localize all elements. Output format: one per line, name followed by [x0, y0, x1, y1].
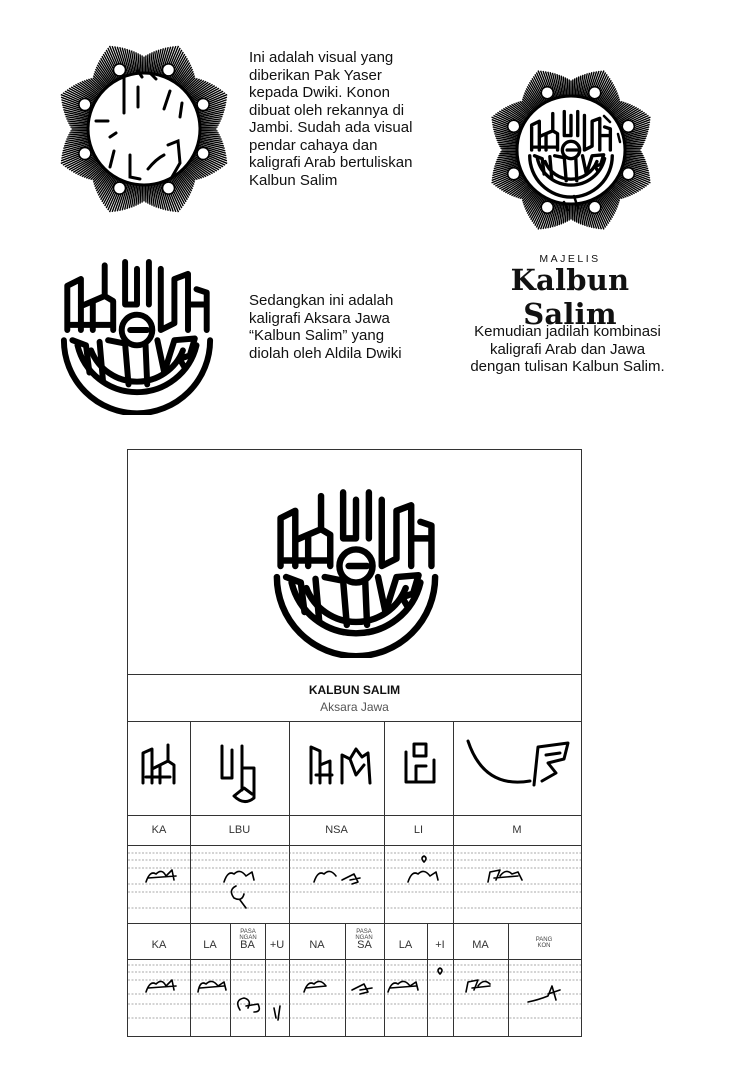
component-label-3: BA: [240, 939, 255, 951]
component-label-6: SA: [357, 939, 372, 951]
table-title: KALBUN SALIM: [308, 683, 401, 697]
component-label-1: KA: [151, 939, 167, 951]
component-note-pasangan-1: PASA NGAN: [239, 929, 257, 941]
glyph-lbu: [214, 738, 264, 808]
component-label-4: +U: [269, 939, 285, 951]
table-logo: [264, 474, 448, 658]
script-nsa: [314, 871, 360, 884]
glyph-m: [464, 733, 574, 797]
script-ka: [146, 870, 176, 882]
writing-guides-syllables: [128, 846, 581, 923]
component-label-5: NA: [309, 939, 325, 951]
brand-name: Kalbun Salim: [510, 263, 630, 331]
table-subtitle: Aksara Jawa: [320, 700, 389, 714]
syllable-label-1: KA: [151, 824, 167, 836]
emblem-combined: [478, 62, 664, 238]
brand-majelis: MAJELIS: [539, 253, 601, 265]
syllable-label-2: LBU: [228, 824, 251, 836]
component-label-8: +I: [435, 939, 445, 951]
component-note-pasangan-2: PASA NGAN: [355, 929, 373, 941]
glyph-li: [400, 738, 440, 794]
syllable-label-4: LI: [413, 824, 424, 836]
component-label-2: LA: [203, 939, 217, 951]
component-note-pangkon: PANG KON: [535, 937, 553, 949]
syllable-label-3: NSA: [325, 824, 348, 836]
aksara-table: [127, 449, 582, 1037]
javanese-paragraph: Sedangkan ini adalah kaligrafi Aksara Jawa “Kalbun Salim” yang diolah oleh Aldila Dwiki: [249, 292, 402, 362]
writing-guides-components: [128, 960, 581, 1037]
intro-paragraph: Ini adalah visual yang diberikan Pak Yaser kepada Dwiki. Konon dibuat oleh rekannya di Jambi. Sudah ada visual pendar cahaya dan kaligrafi Arab bertuliskan Kalbun Salim: [249, 49, 413, 189]
javanese-calligraphy-logo: [52, 245, 222, 415]
script-lbu: [224, 871, 254, 908]
component-label-7: LA: [398, 939, 413, 951]
glyph-nsa: [306, 735, 376, 795]
combination-paragraph: Kemudian jadilah kombinasi kaligrafi Arab dan Jawa dengan tulisan Kalbun Salim.: [470, 323, 665, 375]
syllable-label-5: M: [512, 824, 522, 836]
glyph-ka: [138, 735, 180, 795]
component-label-9: MA: [472, 939, 489, 951]
script-m: [488, 870, 522, 882]
emblem-arabic-rays: [52, 37, 237, 222]
